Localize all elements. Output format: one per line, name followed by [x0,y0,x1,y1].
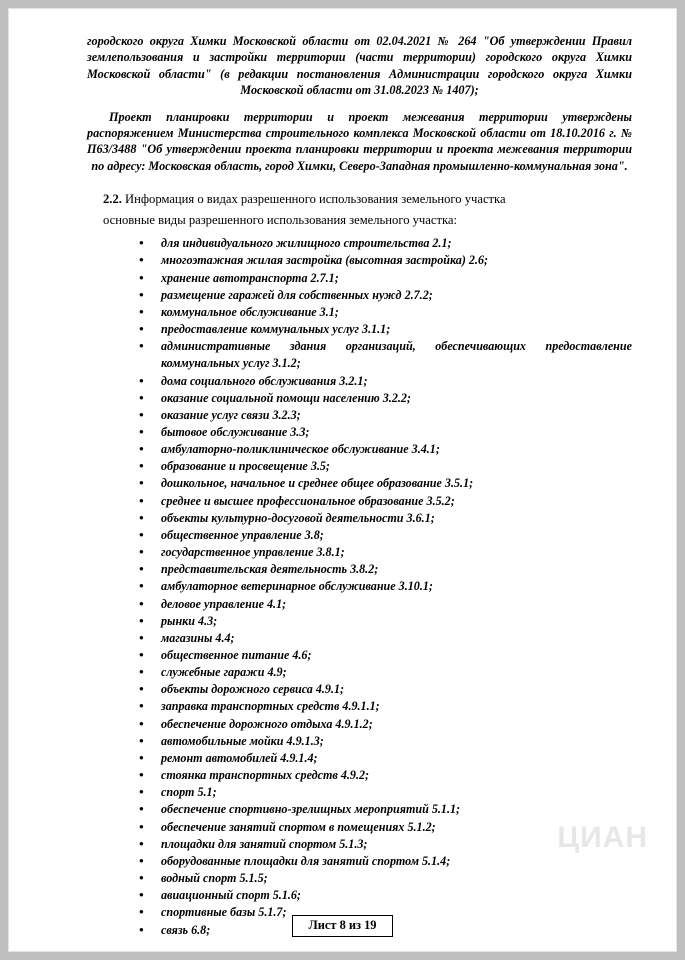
list-item: • образование и просвещение 3.5; [135,458,632,475]
list-item: • многоэтажная жилая застройка (высотная застройка) 2.6; [135,252,632,269]
list-item: • оказание услуг связи 3.2.3; [135,407,632,424]
permitted-uses-list [87,235,632,938]
watermark: ЦИАН [557,821,648,854]
list-item: • общественное питание 4.6; [135,647,632,664]
section-subtitle: основные виды разрешенного использования земельного участка: [103,213,457,228]
list-item: • объекты культурно-досуговой деятельности 3.6.1; [135,510,632,527]
list-item: • обеспечение занятий спортом в помещениях 5.1.2; [135,819,632,836]
header-paragraph-1: городского округа Химки Московской области от 02.04.2021 № 264 "Об утверждении Правил землепользования и застройки территории (части территории) городского округа Химки Московской области" (в редакции постановления Администрации городского округа Химки Московской области от 31.08.2023 № 1407); [87,34,632,98]
list-item: • оказание социальной помощи населению 3.2.2; [135,390,632,407]
list-item: • бытовое обслуживание 3.3; [135,424,632,441]
list-item: • автомобильные мойки 4.9.1.3; [135,733,632,750]
list-item: • коммунальное обслуживание 3.1; [135,304,632,321]
section-number: 2.2. [103,192,122,207]
list-item: • размещение гаражей для собственных нужд 2.7.2; [135,287,632,304]
list-item: • представительская деятельность 3.8.2; [135,561,632,578]
list-item: • авиационный спорт 5.1.6; [135,887,632,904]
list-item: • магазины 4.4; [135,630,632,647]
page-number-label: Лист 8 из 19 [292,915,394,937]
list-item: • заправка транспортных средств 4.9.1.1; [135,698,632,715]
page-footer [9,915,676,937]
list-item: • служебные гаражи 4.9; [135,664,632,681]
list-item: • государственное управление 3.8.1; [135,544,632,561]
document-page [8,8,677,952]
list-item: • для индивидуального жилищного строительства 2.1; [135,235,632,252]
list-item: • амбулаторно-поликлиническое обслуживание 3.4.1; [135,441,632,458]
list-item: • дома социального обслуживания 3.2.1; [135,373,632,390]
list-item: • спорт 5.1; [135,784,632,801]
list-item: • обеспечение спортивно-зрелищных мероприятий 5.1.1; [135,801,632,818]
list-item: • объекты дорожного сервиса 4.9.1; [135,681,632,698]
list-item: • административные здания организаций, обеспечивающих предоставление коммунальных услуг 3.1.2; [135,338,632,372]
list-item: • общественное управление 3.8; [135,527,632,544]
list-item: • оборудованные площадки для занятий спортом 5.1.4; [135,853,632,870]
list-item: • обеспечение дорожного отдыха 4.9.1.2; [135,716,632,733]
list-item: • водный спорт 5.1.5; [135,870,632,887]
list-item: • ремонт автомобилей 4.9.1.4; [135,750,632,767]
section-title-text: Информация о видах разрешенного использования земельного участка [125,192,506,207]
list-item: • площадки для занятий спортом 5.1.3; [135,836,632,853]
list-item: • дошкольное, начальное и среднее общее образование 3.5.1; [135,475,632,492]
list-item: • стоянка транспортных средств 4.9.2; [135,767,632,784]
list-item: • среднее и высшее профессиональное образование 3.5.2; [135,493,632,510]
list-item: • спортивные базы 5.1.7; [135,904,632,921]
list-item: • рынки 4.3; [135,613,632,630]
list-item: • хранение автотранспорта 2.7.1; [135,270,632,287]
page-content [9,9,676,951]
section-heading [87,191,632,208]
header-block [87,33,632,174]
list-item: • связь 6.8; [135,922,632,939]
list-item: • деловое управление 4.1; [135,596,632,613]
header-paragraph-2: Проект планировки территории и проект межевания территории утверждены распоряжением Министерства строительного комплекса Московской области от 18.10.2016 г. № П63/3488 "Об утверждении проекта планировки территории и проекта межевания территории по адресу: Московская область, город Химки, Северо-Западная промышленно-коммунальная зона". [87,109,632,173]
list-item: • предоставление коммунальных услуг 3.1.1; [135,321,632,338]
list-item: • амбулаторное ветеринарное обслуживание 3.10.1; [135,578,632,595]
